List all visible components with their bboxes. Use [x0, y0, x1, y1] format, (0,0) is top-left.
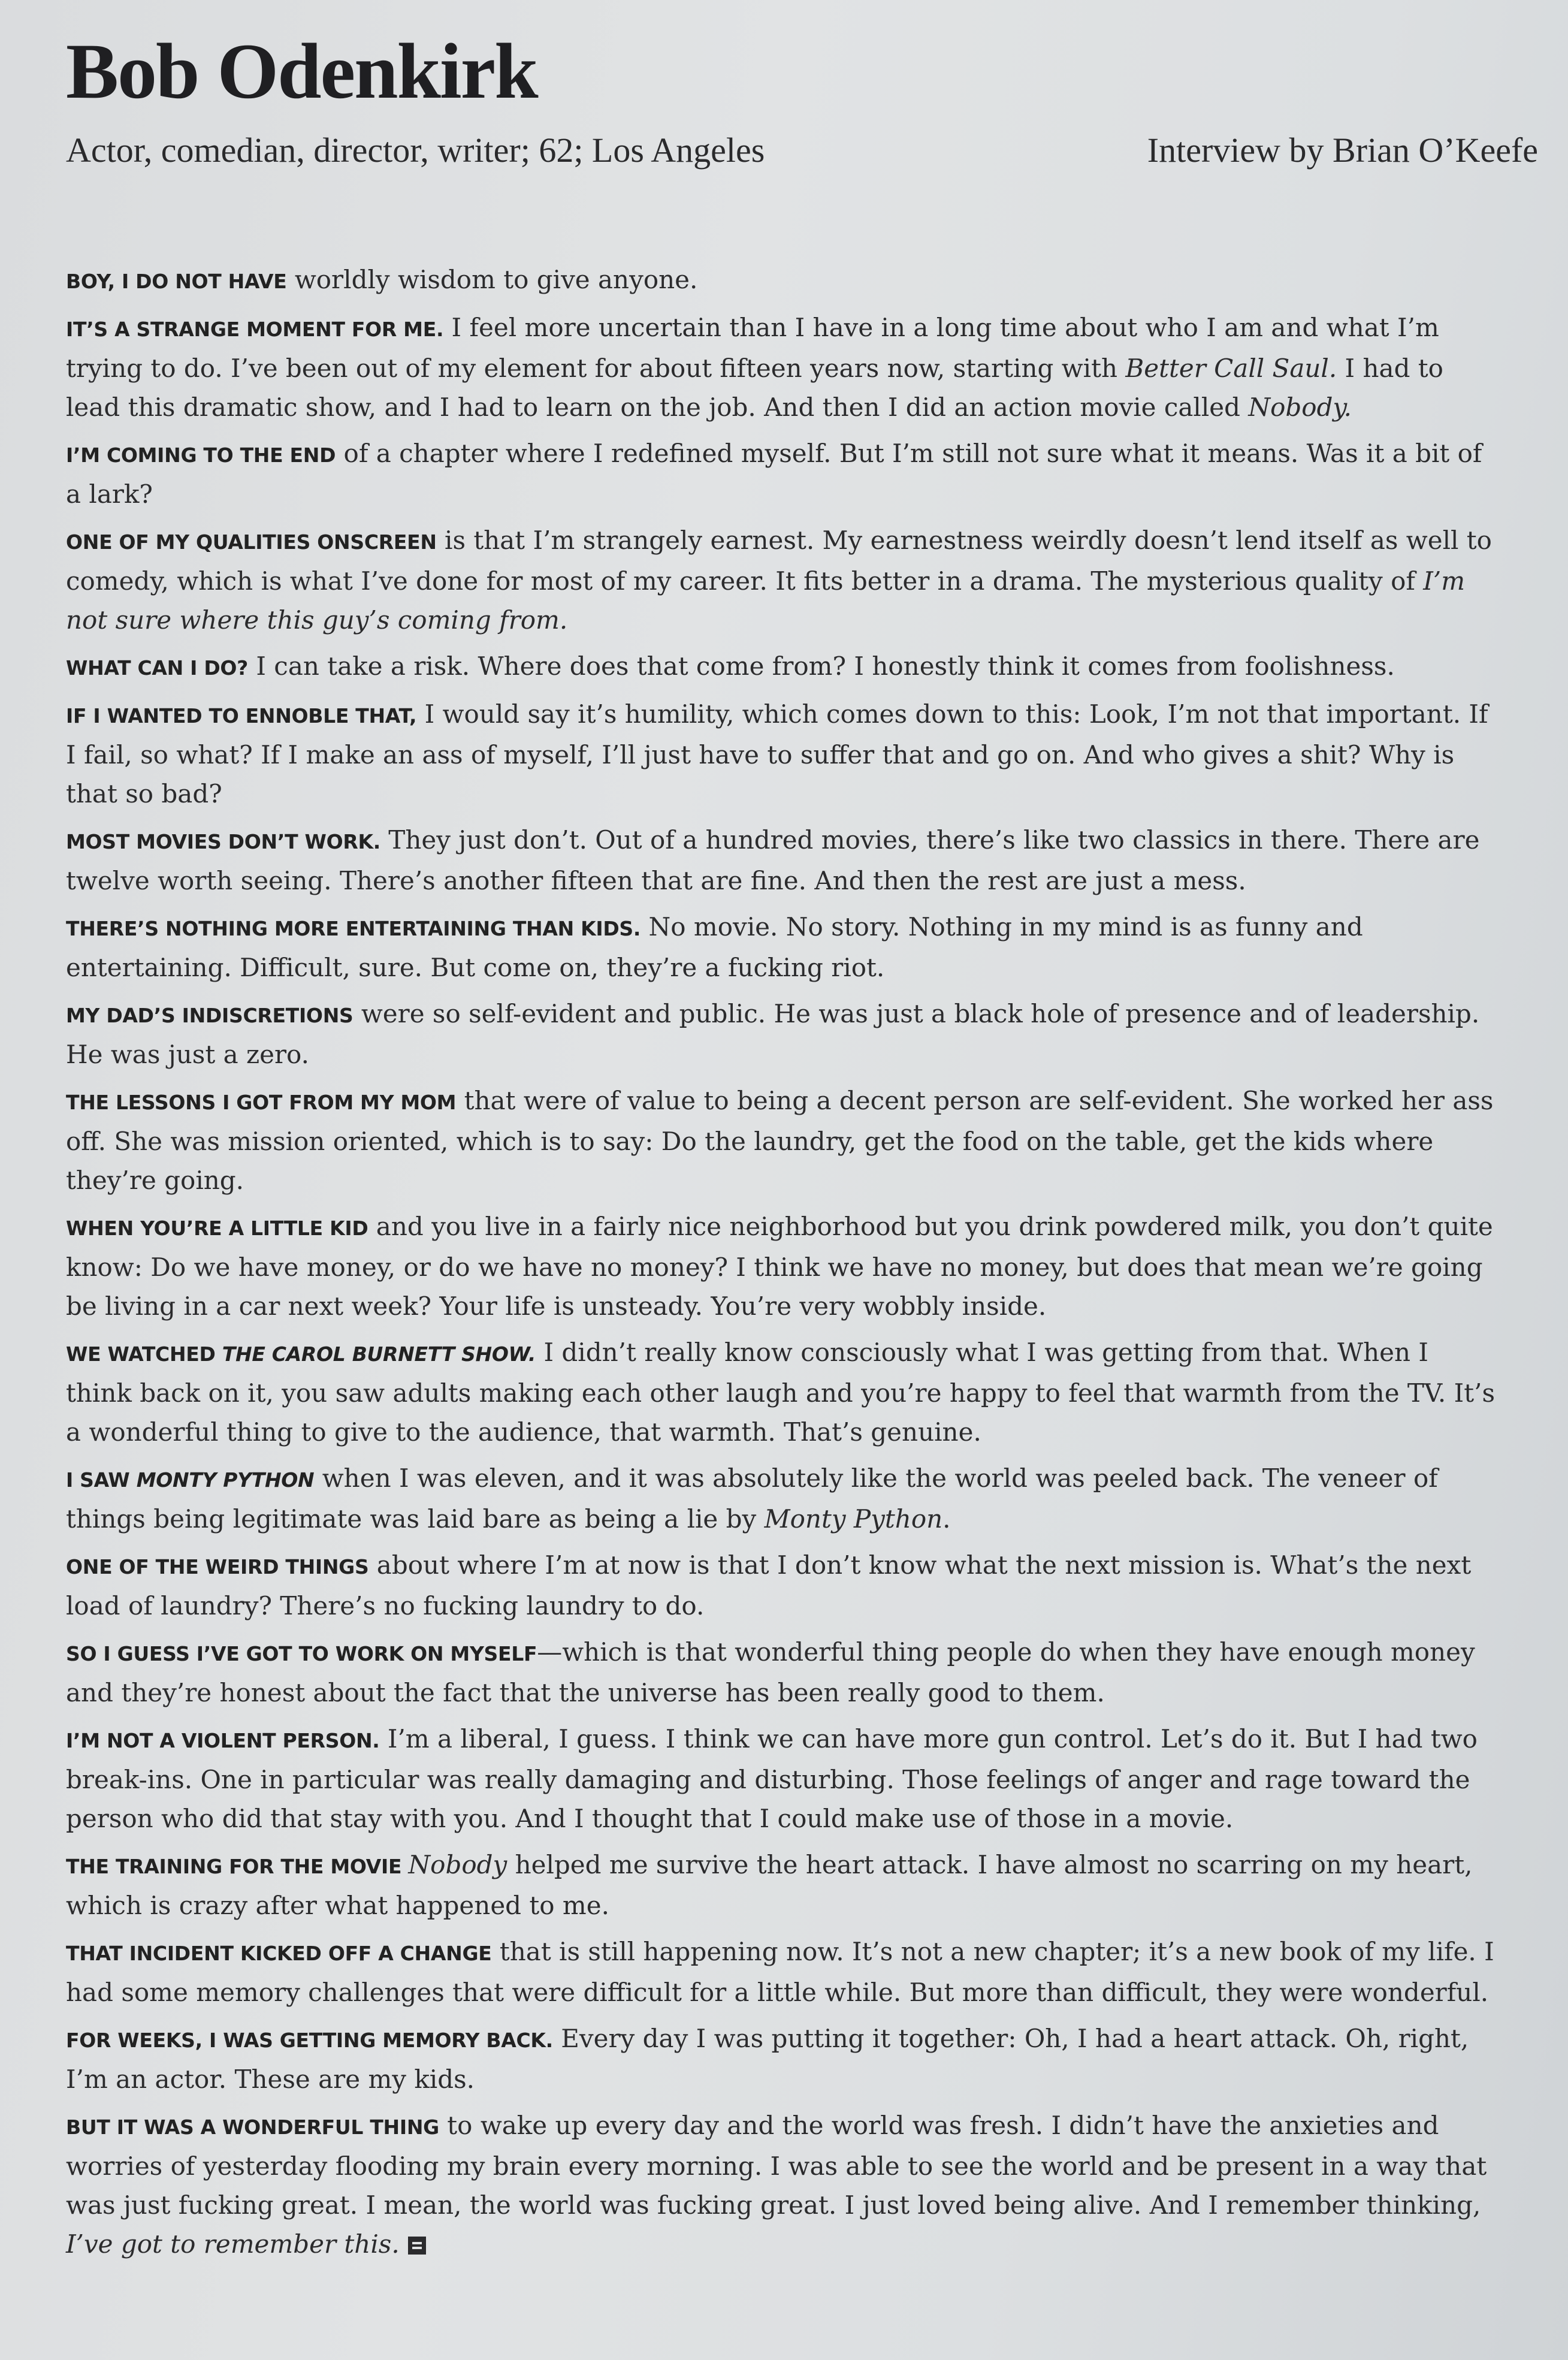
paragraph-lead-in: ONE OF THE WEIRD THINGS	[66, 1555, 369, 1579]
paragraph-text: I didn’t really know consciously what I was getting from that. When I think back on it, you saw adults making each other laugh and you’re happy to feel that warmth from the TV. It’s a wonderful thing to give to the audience, that warmth. That’s genuine.	[66, 1337, 1495, 1447]
paragraph-lead-in: FOR WEEKS, I WAS GETTING MEMORY BACK.	[66, 2028, 553, 2052]
paragraph-text: were so self-evident and public. He was just a black hole of presence and of leadership. He was just a zero.	[66, 998, 1480, 1069]
paragraph-lead-in: IF I WANTED TO ENNOBLE THAT,	[66, 704, 417, 728]
paragraph-lead-in: MOST MOVIES DON’T WORK.	[66, 829, 380, 853]
paragraph-text: .	[942, 1504, 951, 1534]
paragraph-italic-text: I’m not sure where this guy’s coming from.	[66, 566, 1466, 635]
paragraph	[66, 1546, 1502, 1625]
interviewer-byline: Interview by Brian O’Keefe	[1147, 130, 1538, 170]
paragraph-text: I’m a liberal, I guess. I think we can have more gun control. Let’s do it. But I had two break-ins. One in particular was really damaging and disturbing. Those feelings of anger and rage toward the person who did that stay with you. And I thought that I could make use of those in a movie.	[66, 1724, 1478, 1833]
paragraph	[66, 1845, 1502, 1925]
paragraph-text: about where I’m at now is that I don’t know what the next mission is. What’s the next load of laundry? There’s no fucking laundry to do.	[66, 1550, 1472, 1620]
paragraph-text: I had to lead this dramatic show, and I had to learn on the job. And then I did an action movie called	[66, 353, 1443, 422]
paragraph-text: No movie. No story. Nothing in my mind is as funny and entertaining. Difficult, sure. But come on, they’re a fucking riot.	[66, 912, 1363, 982]
paragraph	[66, 1207, 1502, 1326]
paragraph-text: They just don’t. Out of a hundred movies, there’s like two classics in there. There are twelve worth seeing. There’s another fifteen that are fine. And then the rest are just a mess.	[66, 825, 1480, 895]
paragraph	[66, 1632, 1502, 1712]
paragraph-text: is that I’m strangely earnest. My earnestness weirdly doesn’t lend itself as well to comedy, which is what I’ve done for most of my career. It fits better in a drama. The mysterious quality of	[66, 525, 1492, 596]
paragraph	[66, 2019, 1502, 2099]
paragraph	[66, 994, 1502, 1074]
paragraph-italic-text: Better Call Saul.	[1125, 353, 1337, 383]
paragraph	[66, 308, 1502, 427]
paragraph-lead-in: SO I GUESS I’VE GOT TO WORK ON MYSELF	[66, 1641, 537, 1665]
paragraph	[66, 647, 1502, 687]
paragraph	[66, 1459, 1502, 1538]
paragraph-italic-text: Nobody	[408, 1849, 507, 1879]
paragraph-text: I feel more uncertain than I have in a long time about who I am and what I’m trying to do. I’ve been out of my element for about fifteen years now, starting with	[66, 312, 1439, 383]
paragraph	[66, 521, 1502, 639]
paragraph-text: I would say it’s humility, which comes down to this: Look, I’m not that important. If I fail, so what? If I make an ass of myself, I’ll just have to suffer that and go on. And who gives a shit? Why is that so bad?	[66, 699, 1488, 808]
paragraph-italic-text: Nobody.	[1248, 392, 1352, 422]
paragraph-lead-in: WE WATCHED	[66, 1342, 222, 1366]
paragraph-lead-in: IT’S A STRANGE MOMENT FOR ME.	[66, 317, 444, 341]
paragraph	[66, 434, 1502, 514]
paragraph-text: that is still happening now. It’s not a new chapter; it’s a new book of my life. I had some memory challenges that were difficult for a little while. But more than difficult, they were wonderful.	[66, 1936, 1494, 2007]
paragraph	[66, 1719, 1502, 1838]
paragraph	[66, 260, 1502, 301]
paragraph-lead-in: BUT IT WAS A WONDERFUL THING	[66, 2115, 439, 2139]
paragraph-text: when I was eleven, and it was absolutely like the world was peeled back. The veneer of things being legitimate was laid bare as being a lie by	[66, 1463, 1438, 1534]
paragraph-text: to wake up every day and the world was fresh. I didn’t have the anxieties and worries of yesterday flooding my brain every morning. I was able to see the world and be present in a way that was just fucking great. I mean, the world was fucking great. I just loved being alive. And I remember thinking,	[66, 2110, 1487, 2220]
paragraph-text: Every day I was putting it together: Oh, I had a heart attack. Oh, right, I’m an actor. These are my kids.	[66, 2023, 1469, 2094]
end-mark-icon	[408, 2237, 426, 2255]
paragraph-italic-text: Monty Python	[764, 1504, 943, 1534]
paragraph	[66, 907, 1502, 987]
paragraph-lead-in: WHAT CAN I DO?	[66, 656, 249, 680]
article-body	[66, 260, 1502, 2264]
paragraph-italic-text: I’ve got to remember this.	[66, 2229, 400, 2259]
paragraph-lead-in: THE LESSONS I GOT FROM MY MOM	[66, 1090, 457, 1114]
paragraph-text: —which is that wonderful thing people do when they have enough money and they’re honest about the fact that the universe has been really good to them.	[66, 1637, 1475, 1707]
paragraph-lead-in: I’M NOT A VIOLENT PERSON.	[66, 1728, 380, 1752]
paragraph	[66, 1333, 1502, 1451]
paragraph-lead-in-title: THE CAROL BURNETT SHOW.	[222, 1342, 536, 1366]
paragraph-lead-in: THAT INCIDENT KICKED OFF A CHANGE	[66, 1941, 492, 1965]
paragraph	[66, 695, 1502, 813]
paragraph	[66, 2106, 1502, 2264]
page-title: Bob Odenkirk	[66, 27, 537, 115]
paragraph-text: that were of value to being a decent person are self-evident. She worked her ass off. She was mission oriented, which is to say: Do the laundry, get the food on the table, get the kids where they’re going.	[66, 1085, 1494, 1195]
paragraph-lead-in: BOY, I DO NOT HAVE	[66, 269, 287, 293]
paragraph-text: helped me survive the heart attack. I have almost no scarring on my heart, which is crazy after what happened to me.	[66, 1849, 1473, 1920]
paragraph	[66, 1081, 1502, 1200]
paragraph	[66, 1932, 1502, 2012]
paragraph-text: and you live in a fairly nice neighborhood but you drink powdered milk, you don’t quite know: Do we have money, or do we have no money? I think we have no money, but does that mean we’re going be living in a car next week? Your life is unsteady. You’re very wobbly inside.	[66, 1211, 1493, 1321]
paragraph-text: of a chapter where I redefined myself. But I’m still not sure what it means. Was it a bit of a lark?	[66, 438, 1482, 509]
paragraph	[66, 820, 1502, 900]
paragraph-lead-in: WHEN YOU’RE A LITTLE KID	[66, 1216, 368, 1240]
paragraph-lead-in-title: MONTY PYTHON	[136, 1468, 315, 1492]
paragraph-lead-in: I SAW	[66, 1468, 137, 1492]
paragraph-text: I can take a risk. Where does that come from? I honestly think it comes from foolishness.	[248, 651, 1395, 681]
paragraph-lead-in: ONE OF MY QUALITIES ONSCREEN	[66, 530, 437, 554]
subject-tagline: Actor, comedian, director, writer; 62; Los Angeles	[66, 130, 765, 170]
paragraph-text: worldly wisdom to give anyone.	[286, 264, 698, 294]
paragraph-lead-in: I’M COMING TO THE END	[66, 443, 336, 467]
paragraph-lead-in: THERE’S NOTHING MORE ENTERTAINING THAN KIDS.	[66, 916, 641, 940]
paragraph-lead-in: THE TRAINING FOR THE MOVIE	[66, 1854, 409, 1878]
subhead-row	[66, 130, 1538, 170]
paragraph-lead-in: MY DAD’S INDISCRETIONS	[66, 1003, 354, 1027]
